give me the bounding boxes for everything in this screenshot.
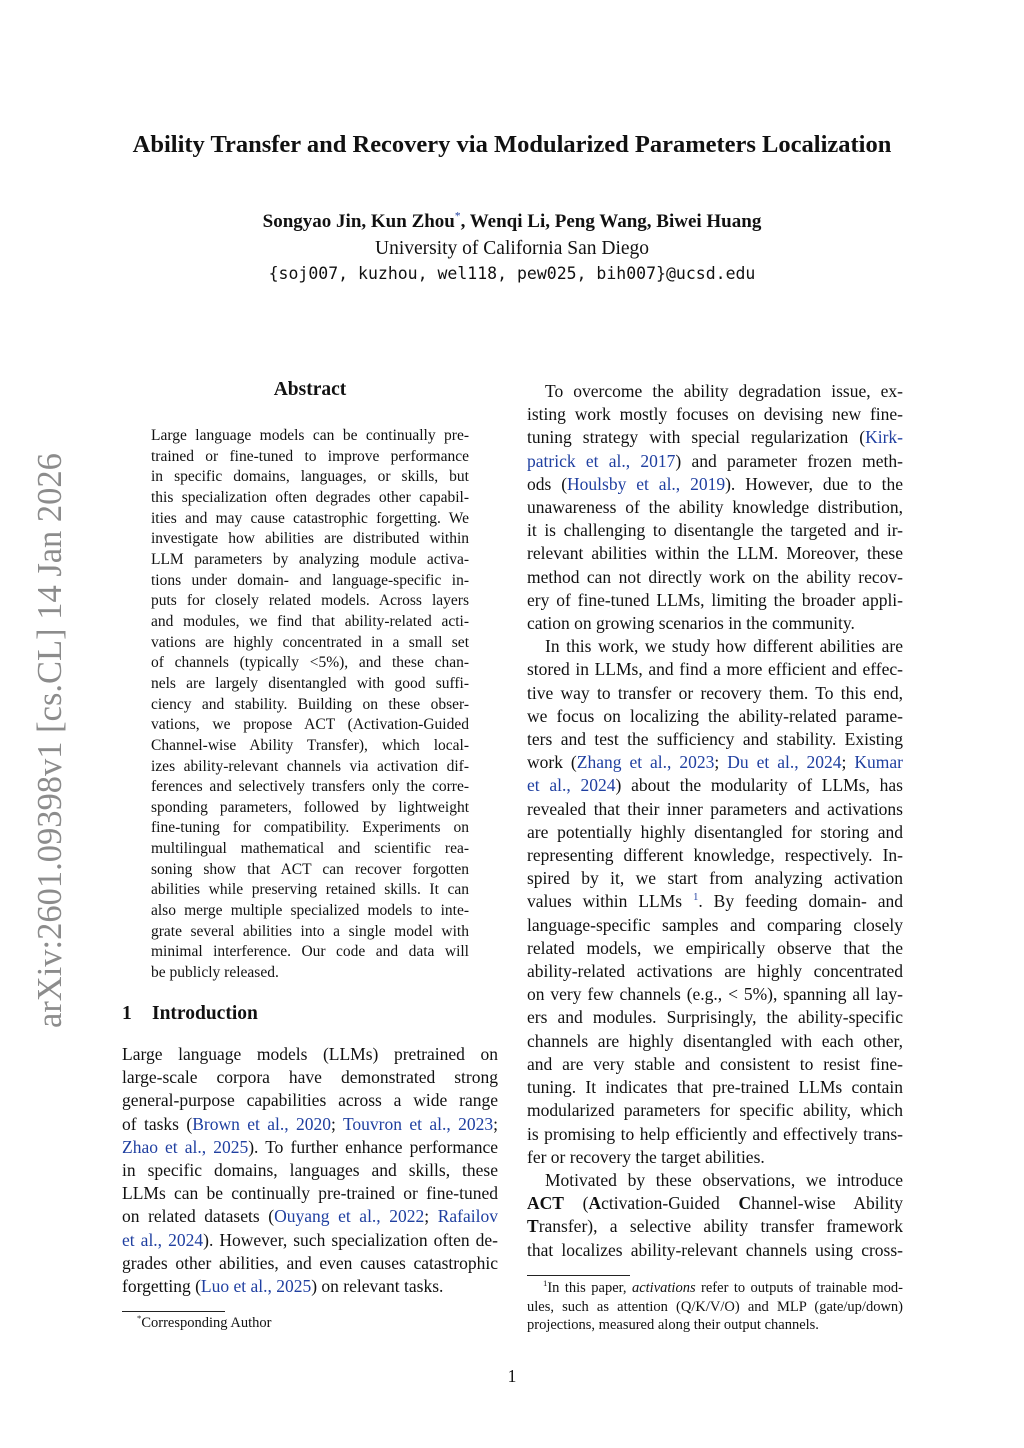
text-line: et al., 2024) about the modularity of LLMs, has (527, 775, 903, 796)
text-line: in specific domains, languages and skills, these (122, 1160, 498, 1181)
text-line: work (Zhang et al., 2023; Du et al., 2024; Kumar (527, 752, 903, 773)
abstract-line: this specialization often degrades other capabil- (151, 488, 469, 506)
citation-link[interactable]: et al., 2024 (527, 775, 616, 796)
abstract-line: minimal interference. Our code and data will (151, 943, 469, 961)
abstract-line: sponding parameters, followed by lightweight (151, 798, 469, 816)
text-line: relevant abilities within the LLM. Moreover, these (527, 543, 903, 564)
abstract-line: nels are largely disentangled with good suffi- (151, 674, 469, 692)
authors-first: Songyao Jin, Kun Zhou (262, 211, 455, 232)
footnote-mark: * (137, 1313, 142, 1324)
abstract-text (151, 426, 469, 984)
text-line: general-purpose capabilities across a wide range (122, 1090, 498, 1111)
text-line: of tasks (Brown et al., 2020; Touvron et al., 2023; (122, 1113, 499, 1134)
abstract-line: also merge multiple specialized models to inte- (151, 902, 469, 920)
text-line: Motivated by these observations, we introduce (545, 1169, 903, 1190)
authors-rest: , Wenqi Li, Peng Wang, Biwei Huang (460, 211, 762, 232)
abstract-line: in specific domains, languages, or skills, but (151, 468, 469, 486)
citation-link[interactable]: Ouyang et al., 2022 (274, 1206, 425, 1227)
citation-link[interactable]: Kumar (854, 752, 903, 773)
text-line: we focus on localizing the ability-related parame- (527, 705, 903, 726)
footnote-rule (122, 1311, 225, 1312)
text-line: method can not directly work on the ability recov- (527, 566, 903, 587)
text-line: In this work, we study how different abilities are (545, 636, 903, 657)
text-line: values within LLMs $^1$. By feeding domain- and (527, 891, 904, 912)
text-line: tuning. It indicates that pre-trained LLMs contain (527, 1077, 903, 1098)
intro-left-column (122, 1043, 498, 1298)
abstract-line: soning show that ACT can recover forgotten (151, 860, 469, 878)
citation-link[interactable]: Houlsby et al., 2019 (567, 473, 726, 494)
text-line: it is challenging to disentangle the targeted and ir- (527, 520, 903, 541)
citation-link[interactable]: Zhao et al., 2025 (122, 1136, 249, 1157)
text-line: ers and modules. Surprisingly, the ability-specific (527, 1007, 903, 1028)
citation-link[interactable]: Zhang et al., 2023 (576, 752, 715, 773)
text-line: that localizes ability-relevant channels using cross- (527, 1239, 903, 1260)
text-line: related models, we empirically observe that the (527, 937, 903, 958)
abstract-line: tions under domain- and language-specific in- (151, 571, 469, 589)
text-line: ery of fine-tuned LLMs, limiting the broader appli- (527, 589, 903, 610)
abstract-line: LLM parameters by analyzing module activa- (151, 550, 469, 568)
corresponding-mark[interactable]: * (454, 210, 461, 223)
citation-link[interactable]: Kirk- (865, 427, 903, 448)
text-line: cation on growing scenarios in the community. (527, 613, 855, 634)
text-line: channels are highly disentangled with each other, (527, 1030, 903, 1051)
abstract-line: puts for closely related models. Across layers (151, 592, 469, 610)
text-line: Large language models (LLMs) pretrained on (122, 1044, 498, 1064)
abstract-line: multilingual mathematical and scientific rea- (151, 840, 469, 858)
text-line: tuning strategy with special regularization (Kirk- (527, 427, 903, 448)
abstract-heading: Abstract (273, 379, 347, 400)
abstract-line: trained or fine-tuned to improve performance (151, 447, 469, 465)
text-line: patrick et al., 2017) and parameter frozen meth- (527, 450, 903, 471)
citation-link[interactable]: Touvron et al., 2023 (342, 1113, 494, 1134)
footnote-mark: 1 (543, 1278, 548, 1289)
section-number: 1 (122, 1003, 132, 1024)
text-line: stored in LLMs, and find a more efficient and effec- (527, 659, 903, 680)
citation-link[interactable]: Brown et al., 2020 (192, 1113, 331, 1134)
text-line: To overcome the ability degradation issue, ex- (545, 381, 903, 401)
text-line: tive way to transfer or recovery them. To this end, (527, 682, 903, 703)
footnote-rule (527, 1275, 630, 1276)
abstract-line: Channel-wise Ability Transfer), which local- (151, 736, 469, 754)
citation-link[interactable]: Luo et al., 2025 (200, 1276, 312, 1297)
abstract-line: izes ability-relevant channels via activation dif- (151, 757, 469, 775)
citation-link[interactable]: Rafailov (437, 1206, 498, 1227)
text-line: unawareness of the ability knowledge distribution, (527, 497, 903, 518)
abstract-line: ities and may cause catastrophic forgetting. We (151, 509, 469, 527)
paper-title: Ability Transfer and Recovery via Modularized Parameters Localization (132, 131, 892, 158)
text-line: are potentially highly disentangled for storing and (527, 821, 903, 842)
text-line: ters and test the sufficiency and stability. Existing (527, 729, 903, 750)
abstract-line: fine-tuning for compatibility. Experiments on (151, 819, 469, 837)
text-line: grades other abilities, and even causes catastrophic (122, 1252, 498, 1273)
text-line: ACT (Activation-Guided Channel-wise Ability (527, 1193, 904, 1214)
abstract-line: be publicly released. (151, 964, 279, 982)
text-line: LLMs can be continually pre-trained or fine-tuned (122, 1183, 498, 1204)
section-heading-introduction (122, 1000, 498, 1028)
text-line: forgetting (Luo et al., 2025) on relevant tasks. (122, 1276, 444, 1297)
text-line: revealed that their inner parameters and activations (527, 798, 903, 819)
text-line: fer or recovery the target abilities. (527, 1146, 765, 1167)
text-line: modularized parameters for specific ability, which (527, 1100, 903, 1121)
affiliation: University of California San Diego (374, 238, 650, 259)
text-line: on very few channels (e.g., < 5%), spanning all lay- (527, 984, 903, 1005)
page-number: 1 (507, 1366, 517, 1386)
abstract-line: abilities while preserving retained skills. It can (151, 881, 469, 899)
abstract-line: ciency and stability. Building on these obser- (151, 695, 469, 713)
text-line: language-specific samples and comparing closely (527, 914, 903, 935)
section-title: Introduction (152, 1003, 258, 1024)
abstract-line: Large language models can be continually pre- (151, 427, 469, 444)
citation-link[interactable]: patrick et al., 2017 (527, 450, 676, 471)
abstract-line: and modules, we find that ability-related acti- (151, 612, 469, 630)
arxiv-identifier: arXiv:2601.09398v1 [cs.CL] 14 Jan 2026 (31, 453, 69, 1028)
author-list (0, 208, 1024, 236)
text-line: et al., 2024). However, such specialization often de- (122, 1229, 498, 1250)
text-line: isting work mostly focuses on devising new fine- (527, 404, 903, 425)
abstract-line: grate several abilities into a single model with (151, 922, 469, 940)
text-line: ods (Houlsby et al., 2019). However, due to the (527, 473, 903, 494)
abstract-line: of channels (typically <5%), and these chan- (151, 654, 469, 672)
citation-link[interactable]: et al., 2024 (122, 1229, 204, 1250)
text-line: large-scale corpora have demonstrated strong (122, 1067, 498, 1088)
text-line: and are very stable and consistent to resist fine- (527, 1053, 903, 1074)
text-line: Zhao et al., 2025). To further enhance performance (122, 1136, 498, 1157)
citation-link[interactable]: Du et al., 2024 (727, 752, 842, 773)
abstract-line: vations are highly concentrated in a small set (151, 633, 469, 651)
text-line: on related datasets (Ouyang et al., 2022; Rafailov (122, 1206, 498, 1227)
text-line: Transfer), a selective ability transfer framework (527, 1216, 903, 1237)
footnote-activations: $^1$In this paper, activations refer to outputs of trainable mod- ules, such as attention (Q/K/V/O) and MLP (gate/up/down) projections, measured along their output channels. (527, 1278, 903, 1333)
abstract-line: ferences and selectively transfers only the corre- (151, 778, 469, 796)
footnote-corresponding-author: *Corresponding Author (137, 1313, 272, 1331)
abstract-line: vations, we propose ACT (Activation-Guided (151, 716, 469, 734)
text-line: ability-related activations are highly concentrated (527, 961, 903, 982)
text-line: spired by it, we start from analyzing activation (527, 868, 903, 889)
text-line: is promising to help efficiently and effectively trans- (527, 1123, 903, 1144)
author-emails: {soj007, kuzhou, wel118, pew025, bih007}@ucsd.edu (268, 264, 756, 283)
abstract-line: investigate how abilities are distributed within (151, 530, 469, 548)
footnote-ref-link[interactable]: 1 (693, 892, 699, 904)
text-line: representing different knowledge, respectively. In- (527, 845, 903, 866)
intro-right-column (527, 380, 903, 1262)
